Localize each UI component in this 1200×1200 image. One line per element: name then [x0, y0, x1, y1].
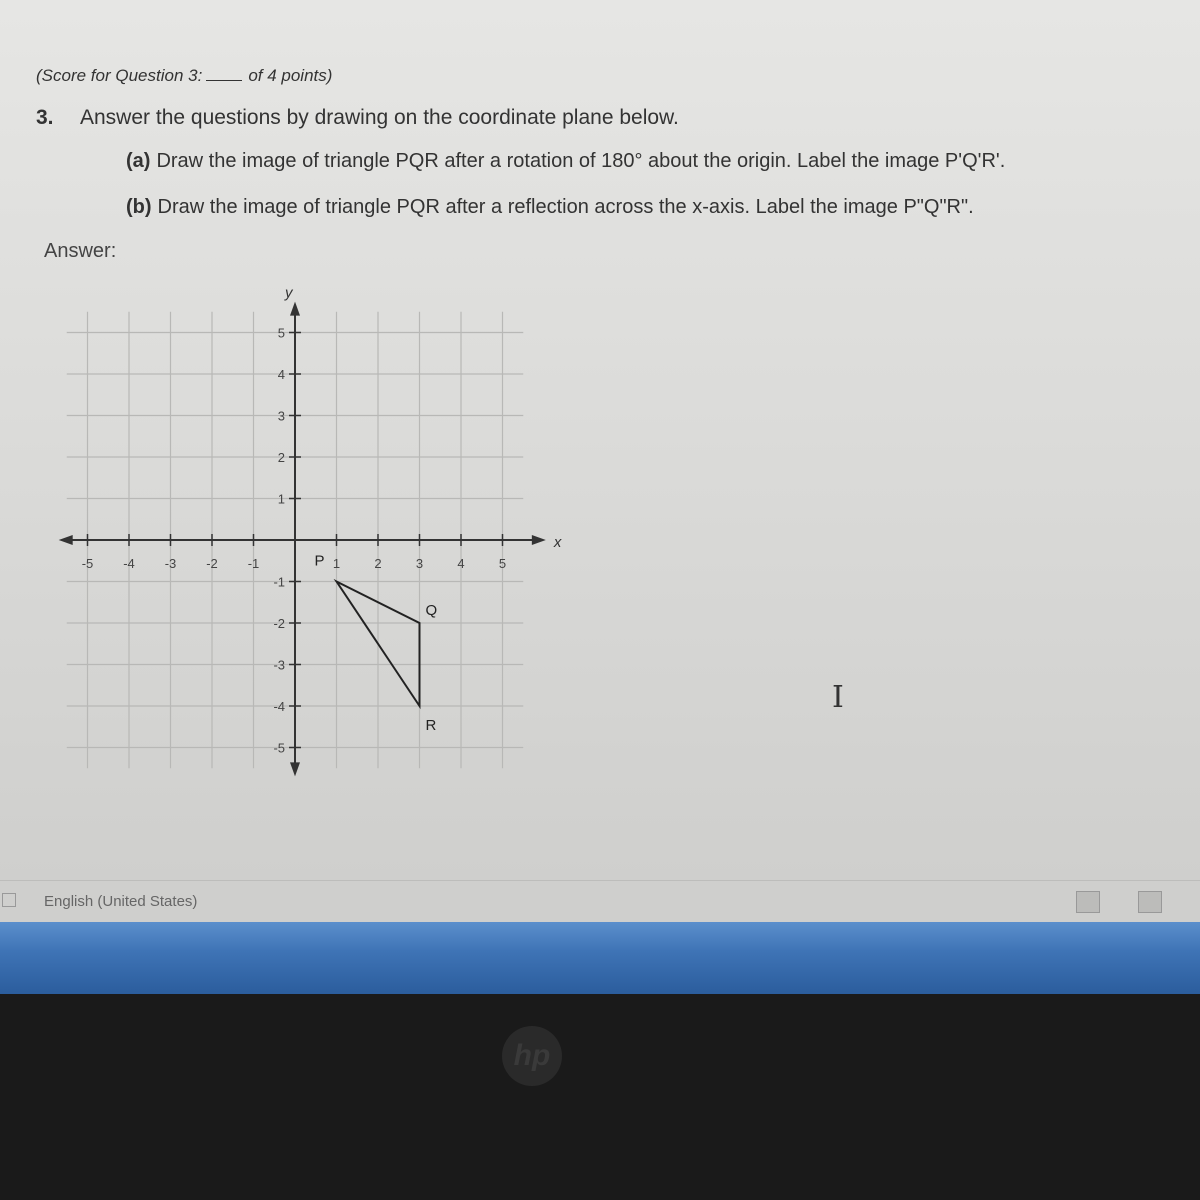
- vertex-label-p: P: [314, 552, 325, 570]
- answer-label: Answer:: [44, 240, 117, 262]
- y-tick-label: 2: [277, 450, 285, 465]
- x-tick-label: 3: [415, 556, 424, 571]
- part-b-text: Draw the image of triangle PQR after a reflection across the x-axis. Label the image P"Q"R".: [157, 196, 974, 218]
- x-axis-arrow-right: [532, 535, 546, 545]
- question-number: 3.: [36, 106, 54, 129]
- y-tick-label: 1: [277, 491, 285, 507]
- text-cursor-icon: I: [832, 680, 844, 715]
- part-a-letter: (a): [126, 150, 151, 172]
- y-axis-label: y: [285, 284, 293, 302]
- x-axis-label: x: [553, 534, 562, 551]
- y-tick-label: -2: [273, 616, 285, 631]
- score-prefix: (Score for Question 3:: [36, 66, 203, 85]
- x-tick-label: -5: [81, 556, 94, 571]
- y-tick-label: 4: [277, 367, 285, 382]
- print-layout-icon[interactable]: [1138, 891, 1162, 913]
- y-tick-label: 3: [277, 408, 285, 424]
- y-tick-label: -3: [273, 657, 285, 673]
- vertex-label-r: R: [425, 717, 437, 734]
- question-prompt: Answer the questions by drawing on the coordinate plane below.: [80, 106, 679, 129]
- taskbar: [0, 922, 1200, 994]
- y-tick-label: -5: [273, 740, 285, 756]
- x-tick-label: -2: [206, 556, 218, 571]
- x-tick-label: -1: [247, 556, 260, 571]
- vertex-label-q: Q: [425, 602, 438, 619]
- x-tick-label: -3: [164, 556, 177, 571]
- y-axis-arrow-down: [290, 762, 300, 776]
- part-b-letter: (b): [126, 196, 152, 218]
- read-mode-icon[interactable]: [1076, 891, 1100, 913]
- y-tick-label: 5: [277, 325, 285, 341]
- laptop-bezel: [0, 994, 1200, 1200]
- x-tick-label: 2: [374, 556, 382, 571]
- part-a-text: Draw the image of triangle PQR after a rotation of 180° about the origin. Label the image P'Q'R'.: [156, 150, 1006, 172]
- x-tick-label: 1: [332, 556, 341, 571]
- status-bar: [0, 880, 1200, 923]
- hp-logo-icon: hp: [502, 1026, 562, 1086]
- language-indicator[interactable]: English (United States): [44, 893, 198, 910]
- x-axis-arrow-left: [59, 535, 73, 545]
- proofing-icon[interactable]: [2, 893, 16, 907]
- y-tick-label: -4: [273, 699, 285, 714]
- x-tick-label: -4: [123, 556, 135, 571]
- x-tick-label: 5: [498, 556, 507, 571]
- score-suffix: of 4 points): [248, 66, 333, 85]
- x-tick-label: 4: [457, 556, 465, 571]
- y-tick-label: -1: [273, 574, 285, 590]
- y-axis-arrow-up: [290, 302, 300, 316]
